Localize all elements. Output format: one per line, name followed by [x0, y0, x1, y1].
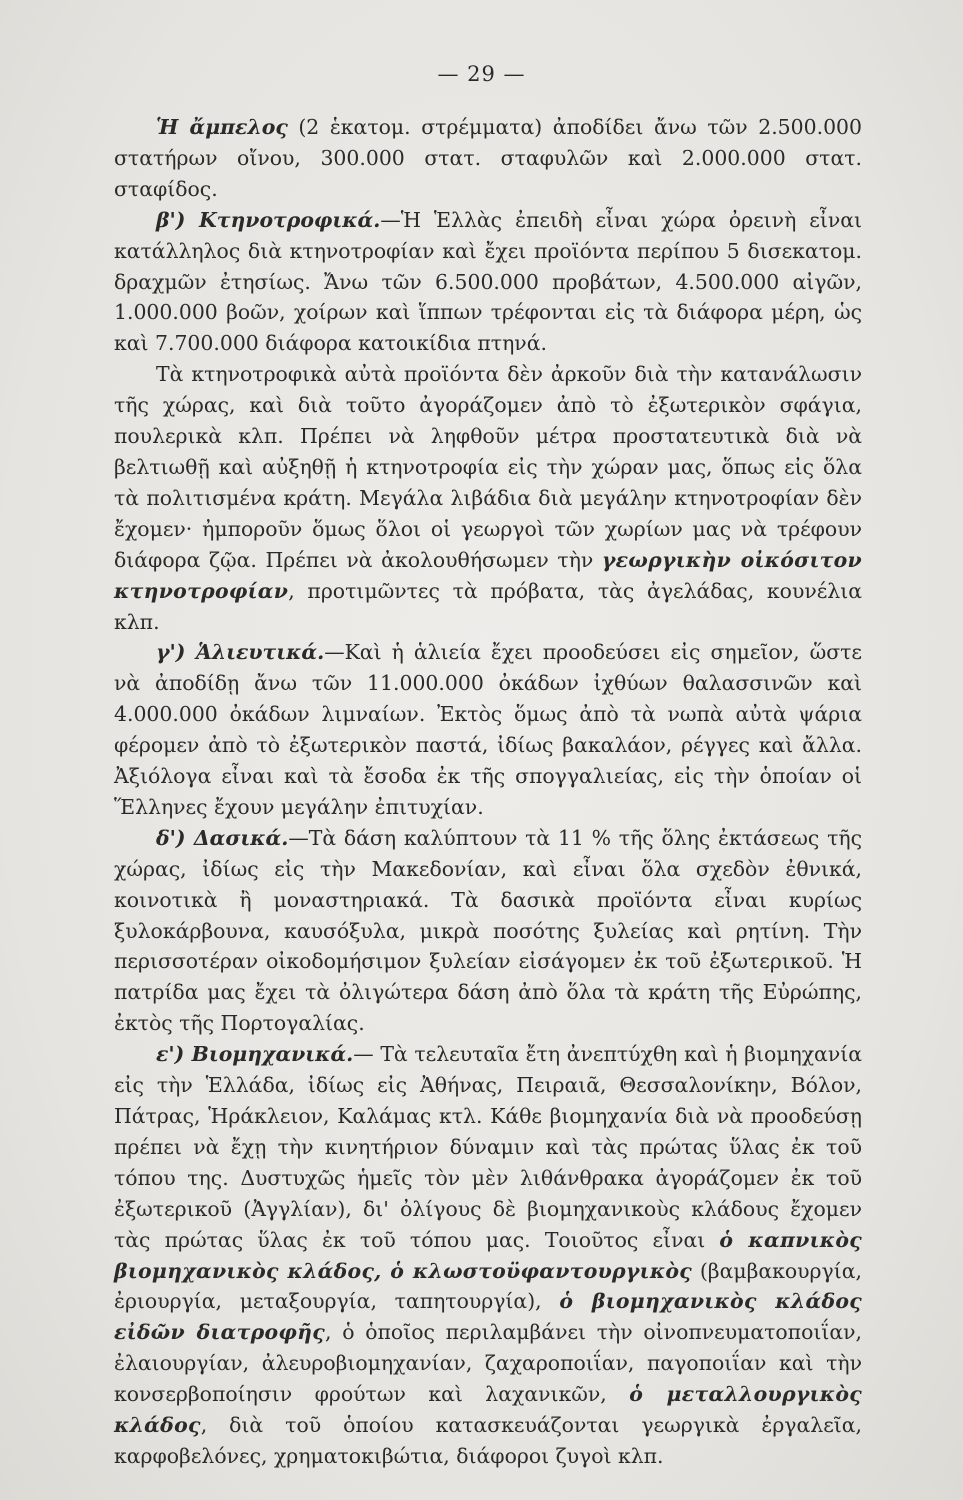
- paragraph-vines: [114, 112, 862, 205]
- text-vines: (2 ἑκατομ. στρέμματα) ἀποδίδει ἄνω τῶν 2.500.000 στατήρων οἴνου, 300.000 στατ. σταφυλῶν καὶ 2.000.000 στατ. σταφίδος.: [114, 115, 862, 201]
- text-forestry: —Τὰ δάση καλύπτουν τὰ 11 % τῆς ὅλης ἐκτάσεως τῆς χώρας, ἰδίως εἰς τὴν Μακεδονίαν, καὶ εἶναι ὅλα σχεδὸν ἐθνικά, κοινοτικὰ ἢ μοναστηριακά. Τὰ δασικὰ προϊόντα εἶναι κυρίως ξυλοκάρβουνα, καυσόξυλα, μικρὰ ποσότης ξυλείας καὶ ρητίνη. Τὴν περισσοτέραν οἰκοδομήσιμον ξυλείαν εἰσάγομεν ἐκ τοῦ ἐξωτερικοῦ. Ἡ πατρίδα μας ἔχει τὰ ὀλιγώτερα δάση ἀπὸ ὅλα τὰ κράτη τῆς Εὐρώπης, ἐκτὸς τῆς Πορτογαλίας.: [114, 825, 863, 1036]
- text-industry-3: , ὁ ὁποῖος περιλαμβάνει τὴν οἰνοπνευματοποιΐαν, ἐλαιουργίαν, ἀλευροβιομηχανίαν, ζαχαροποιΐαν, παγοποιΐαν καὶ τὴν κονσερβοποίησιν φρούτων καὶ λαχανικῶν,: [114, 1320, 862, 1407]
- paragraph-livestock-needs: [114, 359, 862, 637]
- emphasis-metallurgy: ὁ μεταλλουργικὸς κλάδος: [114, 1382, 862, 1438]
- heading-industry: ε') Βιομηχανικά.: [156, 1042, 354, 1067]
- text-industry-4: , διὰ τοῦ ὁποίου κατασκευάζονται γεωργικὰ ἐργαλεῖα, καρφοβελόνες, χρηματοκιβώτια, διάφοροι ζυγοὶ κλπ.: [114, 1413, 862, 1468]
- text-industry-1: — Τὰ τελευταῖα ἔτη ἀνεπτύχθη καὶ ἡ βιομηχανία εἰς τὴν Ἑλλάδα, ἰδίως εἰς Ἀθήνας, Πειραιᾶ, Θεσσαλονίκην, Βόλον, Πάτρας, Ἡράκλειον, Καλάμας κτλ. Κάθε βιομηχανία διὰ νὰ προοδεύσῃ πρέπει νὰ ἔχῃ τὴν κινητήριον δύναμιν καὶ τὰς πρώτας ὕλας ἐκ τοῦ τόπου της. Δυστυχῶς ἡμεῖς τὸν μὲν λιθάνθρακα ἀγοράζομεν ἐκ τοῦ ἐξωτερικοῦ (Ἀγγλίαν), δι' ὀλίγους δὲ βιομηχανικοὺς κλάδους ἔχομεν τὰς πρώτας ὕλας ἐκ τοῦ τόπου μας. Τοιοῦτος εἶναι: [114, 1042, 862, 1252]
- heading-forestry: δ') Δασικά.: [156, 825, 289, 850]
- paragraph-forestry: [114, 823, 862, 1039]
- emphasis-household-husbandry: γεωργικὴν οἰκόσιτον κτηνοτροφίαν: [114, 547, 862, 603]
- paragraph-fishing: [114, 637, 862, 822]
- emphasis-tobacco-textile: ὁ καπνικὸς βιομηχανικὸς κλάδος, ὁ κλωστοϋφαντουργικὸς: [114, 1227, 862, 1283]
- emphasis-food-industry: ὁ βιομηχανικὸς κλάδος εἰδῶν διατροφῆς: [114, 1289, 862, 1345]
- paragraph-industry: [114, 1039, 862, 1472]
- heading-vines: Ἡ ἄμπελος: [156, 115, 288, 139]
- text-livestock-needs-b: , προτιμῶντες τὰ πρόβατα, τὰς ἀγελάδας, κουνέλια κλπ.: [114, 578, 862, 634]
- text-industry-2: (βαμβακουργία, ἐριουργία, μεταξουργία, ταπητουργία),: [114, 1258, 862, 1314]
- text-fishing: —Καὶ ἡ ἁλιεία ἔχει προοδεύσει εἰς σημεῖον, ὥστε νὰ ἀποδίδῃ ἄνω τῶν 11.000.000 ὀκάδων ἰχθύων θαλασσινῶν καὶ 4.000.000 ὀκάδων λιμναίων. Ἐκτὸς ὅμως ἀπὸ τὰ νωπὰ αὐτὰ ψάρια φέρομεν ἀπὸ τὸ ἐξωτερικὸν παστά, ἰδίως βακαλάον, ρέγγες καὶ ἄλλα. Ἀξιόλογα εἶναι καὶ τὰ ἔσοδα ἐκ τῆς σπογγαλιείας, εἰς τὴν ὁποίαν οἱ Ἕλληνες ἔχουν μεγάλην ἐπιτυχίαν.: [114, 640, 862, 819]
- paragraph-livestock: [114, 205, 862, 360]
- heading-fishing: γ') Ἁλιευτικά.: [156, 640, 325, 665]
- text-livestock-needs-a: Τὰ κτηνοτροφικὰ αὐτὰ προϊόντα δὲν ἀρκοῦν διὰ τὴν κατανάλωσιν τῆς χώρας, καὶ διὰ τοῦτο ἀγοράζομεν ἀπὸ τὸ ἐξωτερικὸν σφάγια, πουλερικὰ κλπ. Πρέπει νὰ ληφθοῦν μέτρα προστατευτικὰ διὰ νὰ βελτιωθῇ καὶ αὐξηθῇ ἡ κτηνοτροφία εἰς τὴν χώραν μας, ὅπως εἰς ὅλα τὰ πολιτισμένα κράτη. Μεγάλα λιβάδια διὰ μεγάλην κτηνοτροφίαν δὲν ἔχομεν· ἠμποροῦν ὅμως ὅλοι οἱ γεωργοὶ τῶν χωρίων μας νὰ τρέφουν διάφορα ζῷα. Πρέπει νὰ ἀκολουθήσωμεν τὴν: [114, 362, 862, 572]
- page-number: — 29 —: [437, 62, 526, 86]
- heading-livestock: β') Κτηνοτροφικά.: [156, 207, 381, 232]
- text-livestock: —Ἡ Ἑλλὰς ἐπειδὴ εἶναι χώρα ὀρεινὴ εἶναι κατάλληλος διὰ κτηνοτροφίαν καὶ ἔχει προϊόντα περίπου 5 δισεκατομ. δραχμῶν ἐτησίως. Ἄνω τῶν 6.500.000 προβάτων, 4.500.000 αἰγῶν, 1.000.000 βοῶν, χοίρων καὶ ἵππων τρέφονται εἰς τὰ διάφορα μέρη, ὡς καὶ 7.700.000 διάφορα κατοικίδια πτηνά.: [114, 207, 862, 356]
- body-text: [114, 112, 862, 1472]
